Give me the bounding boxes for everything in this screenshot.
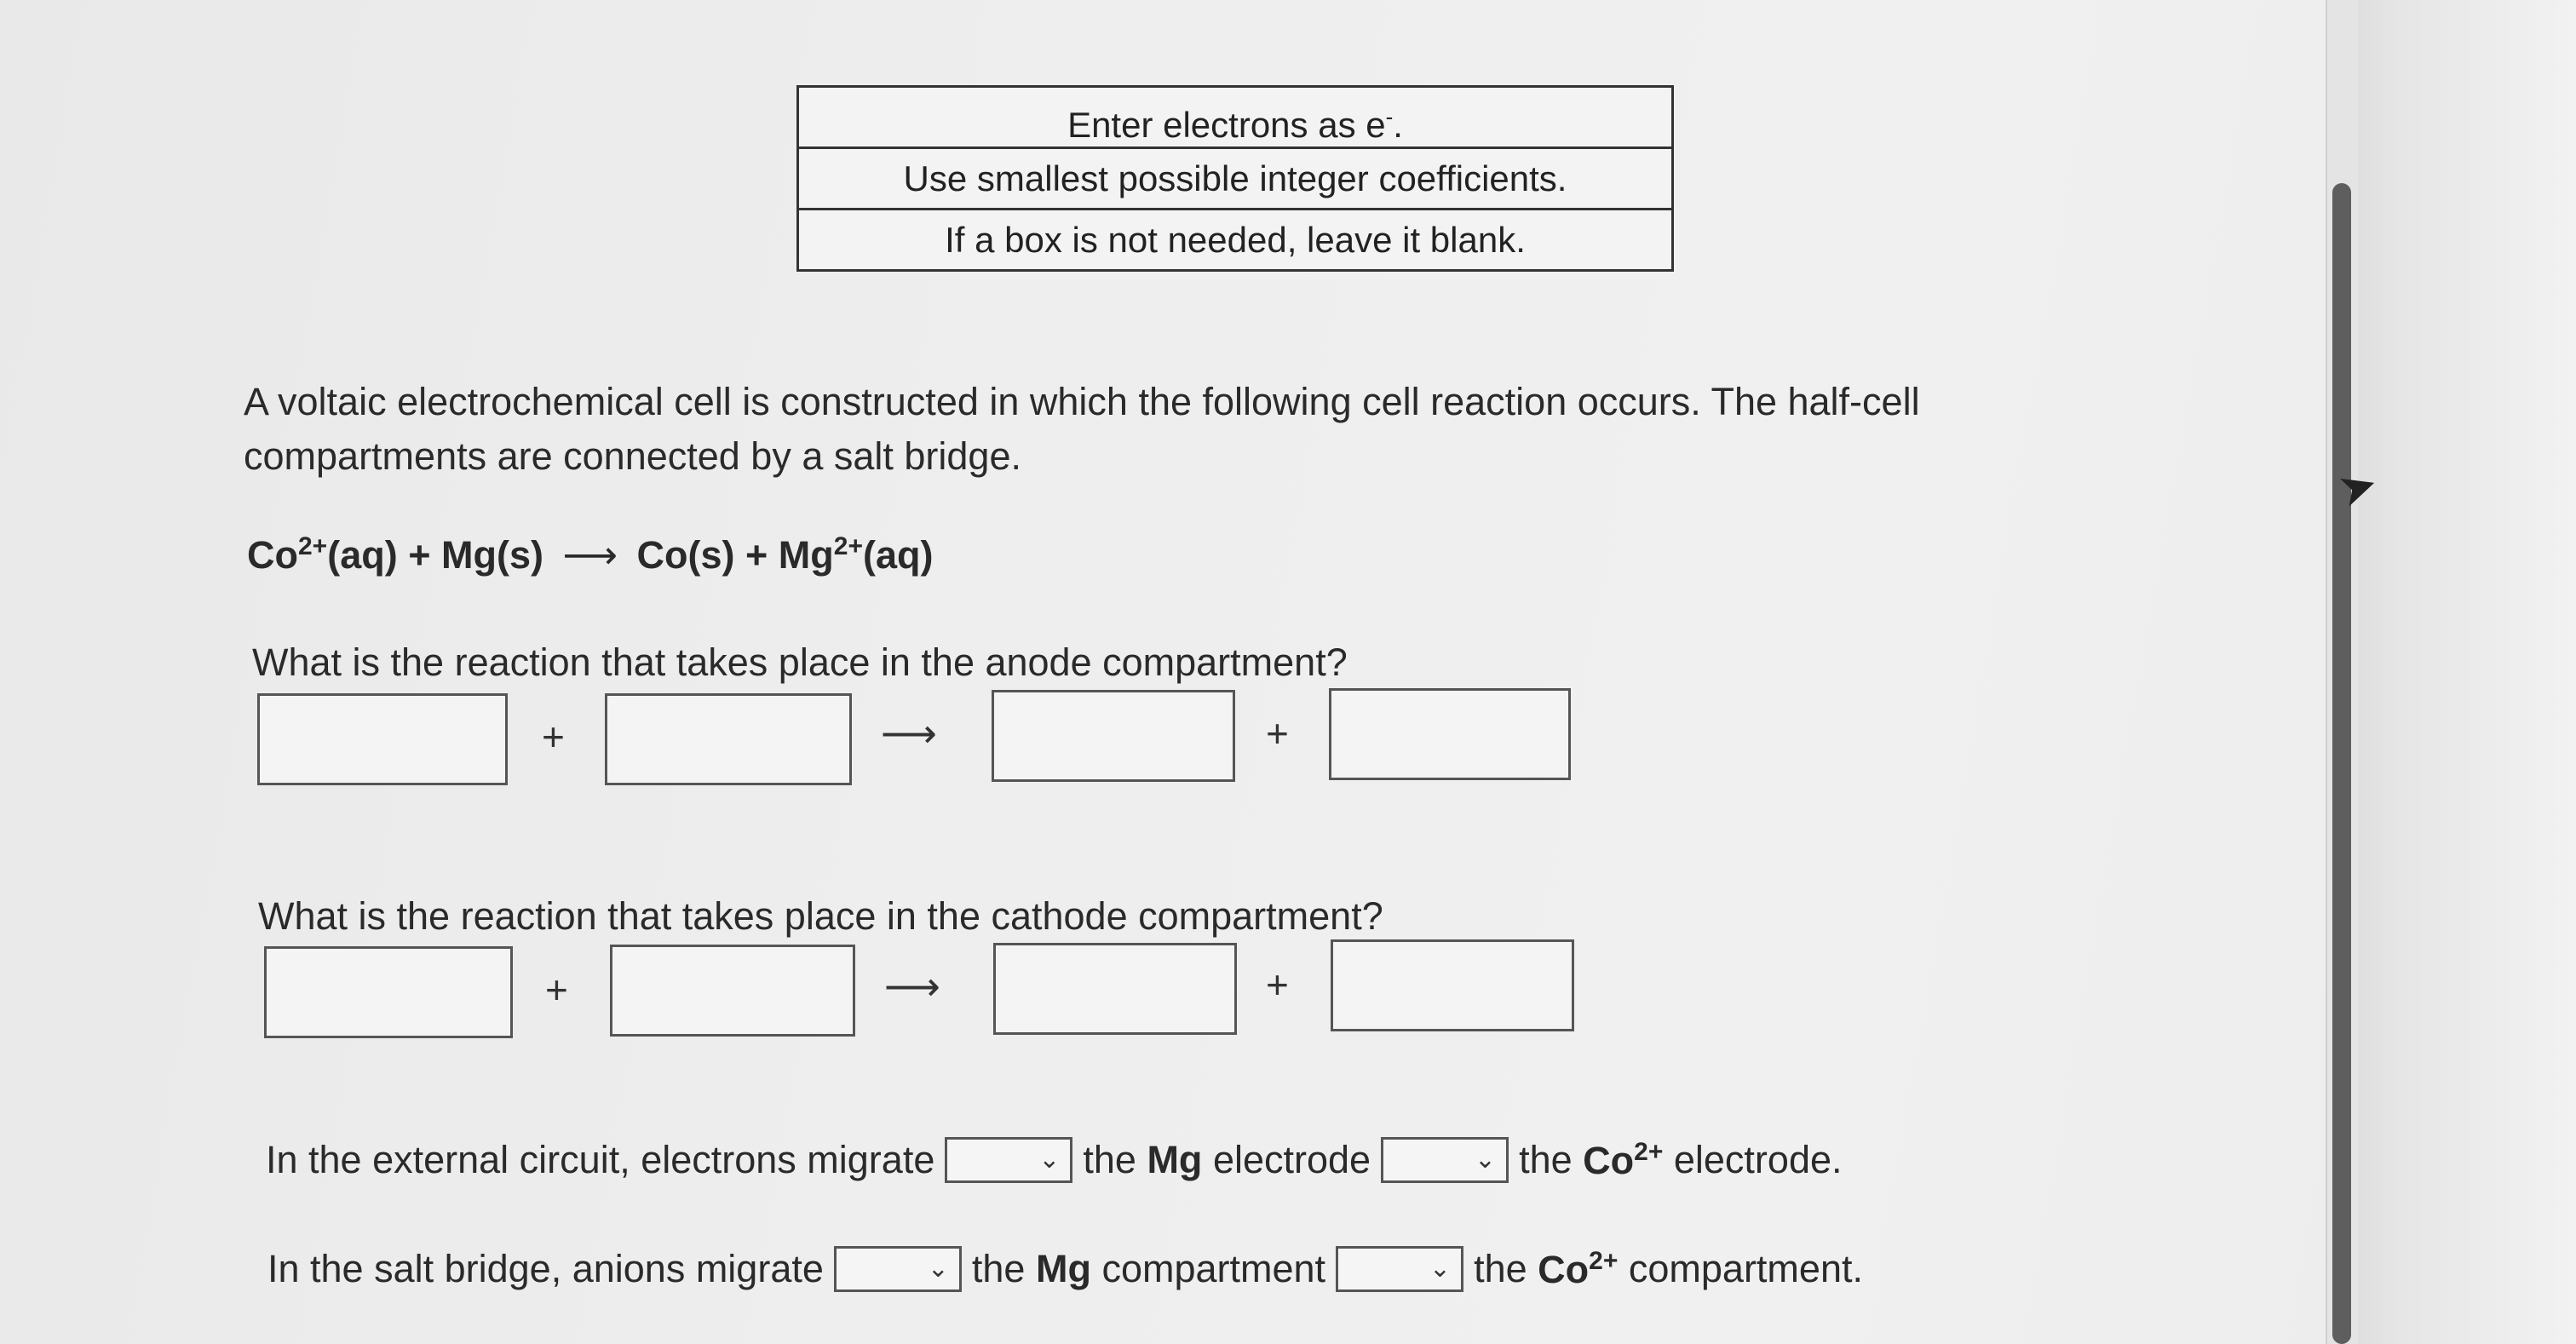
cell-reaction: $Co^{2+}(aq) + Mg(s)$ ⟶ $Co(s) + Mg^{2+}(aq)$ xyxy=(247,532,934,577)
anode-reactant-1-input[interactable] xyxy=(257,693,508,785)
cathode-reactant-1-input[interactable] xyxy=(264,946,513,1038)
problem-prompt: A voltaic electrochemical cell is constructed in which the following cell reaction occurs. The half-cell compartments are connected by a salt bridge. xyxy=(244,380,1920,478)
plus-sign: + xyxy=(545,968,568,1012)
chevron-down-icon: ⌄ xyxy=(1429,1255,1452,1283)
circuit-direction-select-2[interactable] xyxy=(1381,1137,1509,1183)
cathode-product-1-input[interactable] xyxy=(993,943,1237,1035)
anode-equation xyxy=(257,688,1586,787)
instruction-coefficients: Use smallest possible integer coefficients. xyxy=(799,149,1671,210)
chevron-down-icon: ⌄ xyxy=(1474,1146,1497,1174)
arrow-icon: ⟶ xyxy=(881,711,937,755)
plus-sign: + xyxy=(542,715,565,759)
anode-product-2-input[interactable] xyxy=(1329,688,1571,780)
plus-sign: + xyxy=(1266,711,1289,755)
anode-question: What is the reaction that takes place in the anode compartment? xyxy=(252,640,1348,684)
instruction-blank: If a box is not needed, leave it blank. xyxy=(945,220,1526,260)
cathode-equation xyxy=(264,939,1593,1038)
circuit-sentence: In the external circuit, electrons migrate ⌄ the Mg electrode ⌄ the $Co^{2+}$ electrode. xyxy=(266,1137,1843,1182)
chevron-down-icon: ⌄ xyxy=(927,1255,949,1283)
anode-product-1-input[interactable] xyxy=(992,690,1235,782)
side-panel xyxy=(2326,0,2576,1344)
reaction-arrow: ⟶ xyxy=(562,533,618,577)
bridge-sentence: In the salt bridge, anions migrate ⌄ the Mg compartment ⌄ the $Co^{2+}$ compartment. xyxy=(267,1246,1863,1291)
chevron-down-icon: ⌄ xyxy=(1038,1146,1061,1174)
cathode-reactant-2-input[interactable] xyxy=(610,945,855,1037)
instructions-table xyxy=(796,85,1674,272)
instruction-electrons: Enter electrons as e-. xyxy=(799,88,1671,149)
arrow-icon: ⟶ xyxy=(884,964,940,1008)
cathode-product-2-input[interactable] xyxy=(1331,939,1574,1031)
cursor-icon: ➤ xyxy=(2331,457,2384,518)
scrollbar-thumb[interactable] xyxy=(2332,183,2351,1344)
anode-reactant-2-input[interactable] xyxy=(605,693,852,785)
plus-sign: + xyxy=(1266,962,1289,1007)
circuit-direction-select-1[interactable] xyxy=(945,1137,1072,1183)
bridge-direction-select-1[interactable] xyxy=(834,1246,962,1292)
bridge-direction-select-2[interactable] xyxy=(1336,1246,1463,1292)
cathode-question: What is the reaction that takes place in the cathode compartment? xyxy=(258,894,1383,938)
